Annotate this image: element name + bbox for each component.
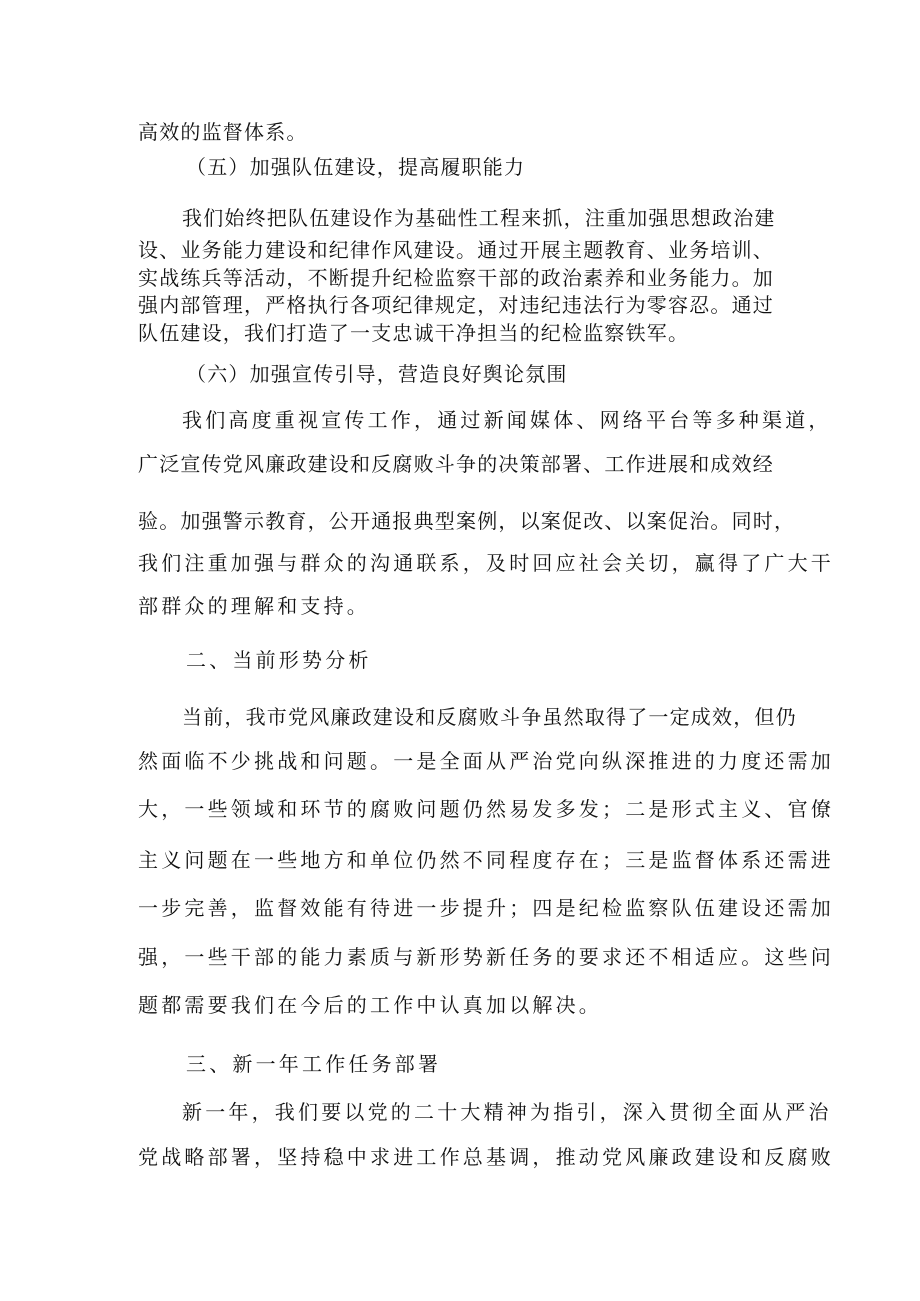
paragraph-line: 广泛宣传党风廉政建设和反腐败斗争的决策部署、工作进展和成效经 (138, 452, 774, 476)
section-heading-2: 二、当前形势分析 (186, 648, 372, 672)
paragraph-line: 题都需要我们在今后的工作中认真加以解决。 (138, 993, 602, 1017)
paragraph-line: 我们高度重视宣传工作，通过新闻媒体、网络平台等多种渠道， (182, 408, 832, 432)
paragraph-line: 队伍建设，我们打造了一支忠诚干净担当的纪检监察铁军。 (138, 321, 690, 345)
paragraph-line: 实战练兵等活动，不断提升纪检监察干部的政治素养和业务能力。加 (138, 266, 774, 290)
section-heading-3: 三、新一年工作任务部署 (186, 1052, 442, 1076)
paragraph-line: 设、业务能力建设和纪律作风建设。通过开展主题教育、业务培训、 (138, 238, 774, 262)
paragraph-line: 验。加强警示教育，公开通报典型案例，以案促改、以案促治。同时， (138, 509, 796, 533)
paragraph-line: 大，一些领域和环节的腐败问题仍然易发多发；二是形式主义、官僚 (138, 797, 834, 821)
paragraph-line: 强，一些干部的能力素质与新形势新任务的要求还不相适应。这些问 (138, 945, 834, 969)
paragraph-line: 一步完善，监督效能有待进一步提升；四是纪检监察队伍建设还需加 (138, 896, 834, 920)
section-heading-5: （五）加强队伍建设，提高履职能力 (186, 155, 526, 179)
paragraph-line: 强内部管理，严格执行各项纪律规定，对违纪违法行为零容忍。通过 (138, 293, 774, 317)
paragraph-line: 当前，我市党风廉政建设和反腐败斗争虽然取得了一定成效，但仍 (182, 705, 797, 729)
paragraph-line: 高效的监督体系。 (138, 120, 308, 144)
paragraph-line: 党战略部署，坚持稳中求进工作总基调，推动党风廉政建设和反腐败 (138, 1145, 834, 1169)
paragraph-line: 新一年，我们要以党的二十大精神为指引，深入贯彻全面从严治 (182, 1100, 832, 1124)
paragraph-line: 然面临不少挑战和问题。一是全面从严治党向纵深推进的力度还需加 (138, 749, 834, 773)
paragraph-line: 部群众的理解和支持。 (138, 594, 370, 618)
paragraph-line: 我们始终把队伍建设作为基础性工程来抓，注重加强思想政治建 (182, 206, 776, 230)
paragraph-line: 主义问题在一些地方和单位仍然不同程度存在；三是监督体系还需进 (138, 848, 834, 872)
section-heading-6: （六）加强宣传引导，营造良好舆论氛围 (186, 362, 568, 386)
paragraph-line: 我们注重加强与群众的沟通联系，及时回应社会关切，赢得了广大干 (138, 551, 834, 575)
